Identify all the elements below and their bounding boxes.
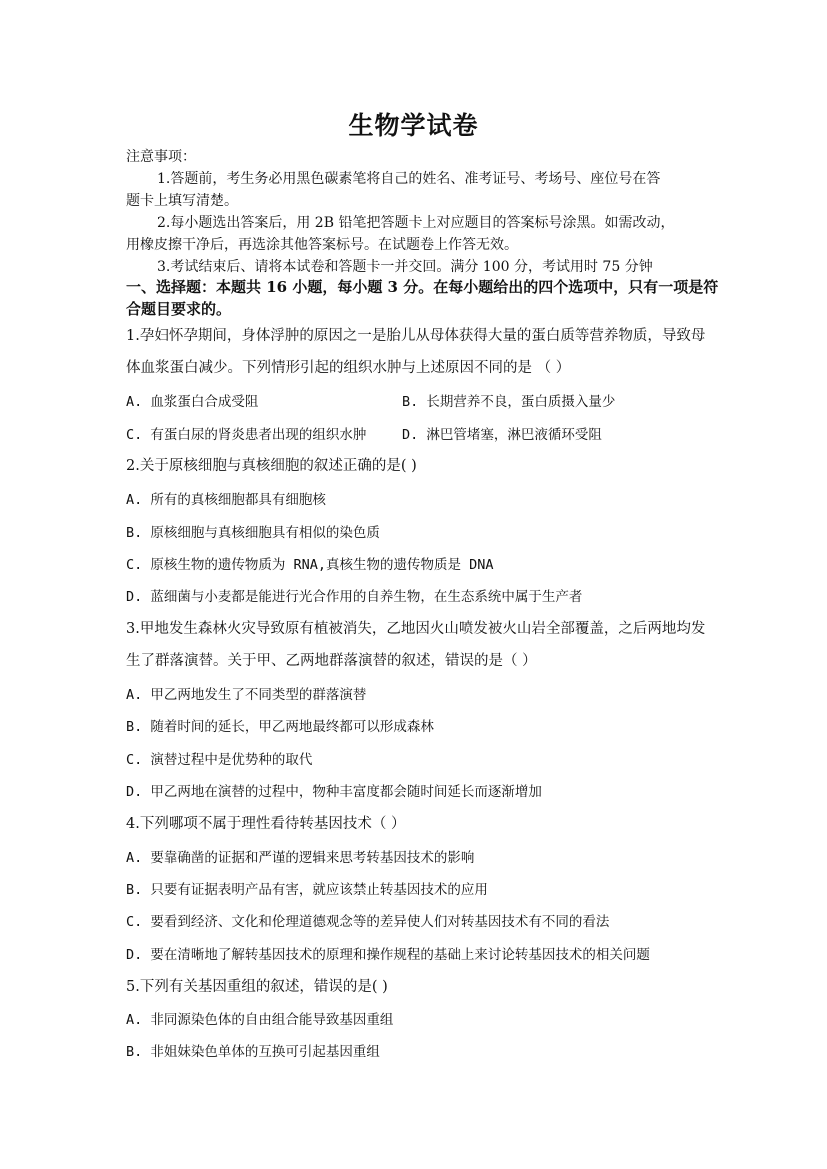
question-4-stem: 4.下列哪项不属于理性看待转基因技术（ ） — [126, 816, 406, 832]
question-2-option-d: D. 蓝细菌与小麦都是能进行光合作用的自养生物，在生态系统中属于生产者 — [126, 589, 583, 605]
question-3-stem: 3.甲地发生森林火灾导致原有植被消失，乙地因火山喷发被火山岩全部覆盖，之后两地均发 — [126, 621, 706, 637]
page-title: 生物学试卷 — [348, 111, 479, 140]
question-4-option-c: C. 要看到经济、文化和伦理道德观念等的差异使人们对转基因技术有不同的看法 — [126, 914, 610, 930]
notes-heading: 注意事项： — [126, 149, 196, 165]
note-item-1-cont: 题卡上填写清楚。 — [126, 193, 238, 209]
question-2-option-b: B. 原核细胞与真核细胞具有相似的染色质 — [126, 525, 380, 541]
question-2-option-a: A. 所有的真核细胞都具有细胞核 — [126, 492, 326, 508]
note-item-2-cont: 用橡皮擦干净后，再选涂其他答案标号。在试题卷上作答无效。 — [126, 237, 518, 253]
note-item-2: 2.每小题选出答案后，用 2B 铅笔把答题卡上对应题目的答案标号涂黑。如需改动， — [157, 215, 675, 231]
section-heading: 一、选择题：本题共 16 小题，每小题 3 分。在每小题给出的四个选项中，只有一项是符 — [126, 278, 719, 296]
question-1-option-a: A. 血浆蛋白合成受阻 — [126, 394, 259, 410]
question-3-stem-cont: 生了群落演替。关于甲、乙两地群落演替的叙述，错误的是（ ） — [126, 653, 537, 669]
section-heading-cont: 合题目要求的。 — [126, 300, 232, 318]
question-1-stem-cont: 体血浆蛋白减少。下列情形引起的组织水肿与上述原因不同的是 （ ） — [126, 360, 571, 376]
question-4-option-b: B. 只要有证据表明产品有害，就应该禁止转基因技术的应用 — [126, 882, 488, 898]
question-3-option-c: C. 演替过程中是优势种的取代 — [126, 752, 313, 768]
question-1-stem: 1.孕妇怀孕期间，身体浮肿的原因之一是胎儿从母体获得大量的蛋白质等营养物质，导致母 — [126, 328, 706, 344]
question-1-option-b: B. 长期营养不良，蛋白质摄入量少 — [402, 394, 616, 410]
question-5-option-b: B. 非姐妹染色单体的互换可引起基因重组 — [126, 1044, 380, 1060]
question-2-option-c: C. 原核生物的遗传物质为 RNA,真核生物的遗传物质是 DNA — [126, 557, 494, 573]
question-5-stem: 5.下列有关基因重组的叙述，错误的是( ) — [126, 979, 388, 995]
question-4-option-a: A. 要靠确凿的证据和严谨的逻辑来思考转基因技术的影响 — [126, 850, 475, 866]
question-5-option-a: A. 非同源染色体的自由组合能导致基因重组 — [126, 1012, 394, 1028]
question-2-stem: 2.关于原核细胞与真核细胞的叙述正确的是( ) — [126, 458, 417, 474]
question-1-option-d: D. 淋巴管堵塞，淋巴液循环受阻 — [402, 427, 602, 443]
note-item-3: 3.考试结束后、请将本试卷和答题卡一并交回。满分 100 分，考试用时 75 分钟 — [157, 259, 653, 275]
question-3-option-a: A. 甲乙两地发生了不同类型的群落演替 — [126, 687, 367, 703]
question-1-option-c: C. 有蛋白尿的肾炎患者出现的组织水肿 — [126, 427, 367, 443]
question-3-option-d: D. 甲乙两地在演替的过程中，物种丰富度都会随时间延长而逐渐增加 — [126, 784, 542, 800]
note-item-1: 1.答题前，考生务必用黑色碳素笔将自己的姓名、准考证号、考场号、座位号在答 — [157, 171, 661, 187]
question-3-option-b: B. 随着时间的延长，甲乙两地最终都可以形成森林 — [126, 719, 434, 735]
question-4-option-d: D. 要在清晰地了解转基因技术的原理和操作规程的基础上来讨论转基因技术的相关问题 — [126, 947, 650, 963]
